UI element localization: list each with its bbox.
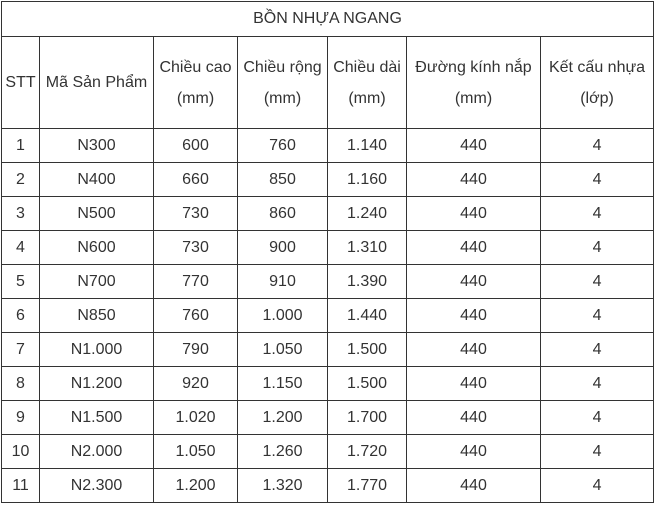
cell-height: 1.200 xyxy=(154,469,238,503)
header-height-unit: (mm) xyxy=(176,89,215,107)
cell-lid-diameter: 440 xyxy=(407,265,541,299)
header-stt-label: STT xyxy=(5,74,36,91)
cell-lid-diameter: 440 xyxy=(407,231,541,265)
table-row xyxy=(2,469,654,503)
cell-lid-diameter: 440 xyxy=(407,299,541,333)
cell-height: 760 xyxy=(154,299,238,333)
cell-height: 1.020 xyxy=(154,401,238,435)
cell-height: 770 xyxy=(154,265,238,299)
cell-lid-diameter: 440 xyxy=(407,435,541,469)
table-row xyxy=(2,367,654,401)
header-product-code-label: Mã Sản Phẩm xyxy=(45,73,148,91)
cell-product-code: N2.300 xyxy=(40,469,154,503)
cell-lid-diameter: 440 xyxy=(407,129,541,163)
cell-length: 1.140 xyxy=(328,129,407,163)
cell-length: 1.160 xyxy=(328,163,407,197)
cell-plastic-layers: 4 xyxy=(541,129,654,163)
table-row xyxy=(2,299,654,333)
header-row xyxy=(2,37,654,129)
table-row xyxy=(2,401,654,435)
cell-stt: 6 xyxy=(2,299,40,333)
cell-width: 1.260 xyxy=(238,435,328,469)
cell-width: 1.150 xyxy=(238,367,328,401)
cell-width: 1.200 xyxy=(238,401,328,435)
cell-plastic-layers: 4 xyxy=(541,367,654,401)
header-plastic-layers xyxy=(541,37,654,129)
cell-lid-diameter: 440 xyxy=(407,367,541,401)
cell-product-code: N850 xyxy=(40,299,154,333)
header-length xyxy=(328,37,407,129)
table-row xyxy=(2,231,654,265)
cell-height: 730 xyxy=(154,197,238,231)
cell-lid-diameter: 440 xyxy=(407,163,541,197)
cell-length: 1.500 xyxy=(328,333,407,367)
header-stt xyxy=(2,37,40,129)
header-height-label: Chiều cao xyxy=(159,58,232,76)
cell-plastic-layers: 4 xyxy=(541,435,654,469)
header-height xyxy=(154,37,238,129)
cell-product-code: N2.000 xyxy=(40,435,154,469)
header-lid-diameter xyxy=(407,37,541,129)
cell-stt: 11 xyxy=(2,469,40,503)
cell-height: 660 xyxy=(154,163,238,197)
cell-product-code: N300 xyxy=(40,129,154,163)
cell-height: 730 xyxy=(154,231,238,265)
cell-length: 1.440 xyxy=(328,299,407,333)
cell-lid-diameter: 440 xyxy=(407,401,541,435)
cell-length: 1.390 xyxy=(328,265,407,299)
cell-product-code: N1.500 xyxy=(40,401,154,435)
table-row xyxy=(2,129,654,163)
cell-lid-diameter: 440 xyxy=(407,469,541,503)
cell-product-code: N500 xyxy=(40,197,154,231)
cell-plastic-layers: 4 xyxy=(541,401,654,435)
table-row xyxy=(2,265,654,299)
cell-stt: 9 xyxy=(2,401,40,435)
spec-table xyxy=(1,1,654,503)
cell-lid-diameter: 440 xyxy=(407,197,541,231)
table-row xyxy=(2,333,654,367)
cell-plastic-layers: 4 xyxy=(541,197,654,231)
cell-width: 900 xyxy=(238,231,328,265)
cell-stt: 3 xyxy=(2,197,40,231)
table-row xyxy=(2,435,654,469)
cell-plastic-layers: 4 xyxy=(541,231,654,265)
cell-width: 1.320 xyxy=(238,469,328,503)
cell-product-code: N1.000 xyxy=(40,333,154,367)
header-lid-diameter-unit: (mm) xyxy=(454,89,493,107)
cell-stt: 7 xyxy=(2,333,40,367)
table-row xyxy=(2,197,654,231)
cell-plastic-layers: 4 xyxy=(541,299,654,333)
cell-stt: 4 xyxy=(2,231,40,265)
cell-stt: 5 xyxy=(2,265,40,299)
cell-product-code: N1.200 xyxy=(40,367,154,401)
header-width-unit: (mm) xyxy=(263,89,302,107)
cell-width: 760 xyxy=(238,129,328,163)
cell-product-code: N700 xyxy=(40,265,154,299)
cell-plastic-layers: 4 xyxy=(541,265,654,299)
header-product-code xyxy=(40,37,154,129)
cell-length: 1.700 xyxy=(328,401,407,435)
cell-height: 600 xyxy=(154,129,238,163)
header-length-unit: (mm) xyxy=(348,89,386,107)
cell-lid-diameter: 440 xyxy=(407,333,541,367)
cell-length: 1.240 xyxy=(328,197,407,231)
cell-height: 920 xyxy=(154,367,238,401)
cell-product-code: N400 xyxy=(40,163,154,197)
cell-length: 1.720 xyxy=(328,435,407,469)
cell-width: 1.050 xyxy=(238,333,328,367)
cell-height: 1.050 xyxy=(154,435,238,469)
header-length-label: Chiều dài xyxy=(333,58,401,76)
table-title: BỒN NHỰA NGANG xyxy=(2,2,654,37)
cell-stt: 10 xyxy=(2,435,40,469)
header-width xyxy=(238,37,328,129)
header-plastic-layers-label: Kết cấu nhựa xyxy=(548,58,646,76)
header-lid-diameter-label: Đường kính nắp xyxy=(415,58,532,76)
cell-width: 910 xyxy=(238,265,328,299)
header-width-label: Chiều rộng xyxy=(243,58,322,76)
table-row xyxy=(2,163,654,197)
title-row xyxy=(2,2,654,37)
cell-plastic-layers: 4 xyxy=(541,333,654,367)
cell-length: 1.770 xyxy=(328,469,407,503)
cell-width: 860 xyxy=(238,197,328,231)
cell-width: 850 xyxy=(238,163,328,197)
cell-product-code: N600 xyxy=(40,231,154,265)
cell-stt: 1 xyxy=(2,129,40,163)
cell-plastic-layers: 4 xyxy=(541,163,654,197)
cell-length: 1.500 xyxy=(328,367,407,401)
header-plastic-layers-unit: (lớp) xyxy=(580,89,614,107)
cell-stt: 8 xyxy=(2,367,40,401)
cell-height: 790 xyxy=(154,333,238,367)
cell-width: 1.000 xyxy=(238,299,328,333)
cell-plastic-layers: 4 xyxy=(541,469,654,503)
cell-length: 1.310 xyxy=(328,231,407,265)
cell-stt: 2 xyxy=(2,163,40,197)
